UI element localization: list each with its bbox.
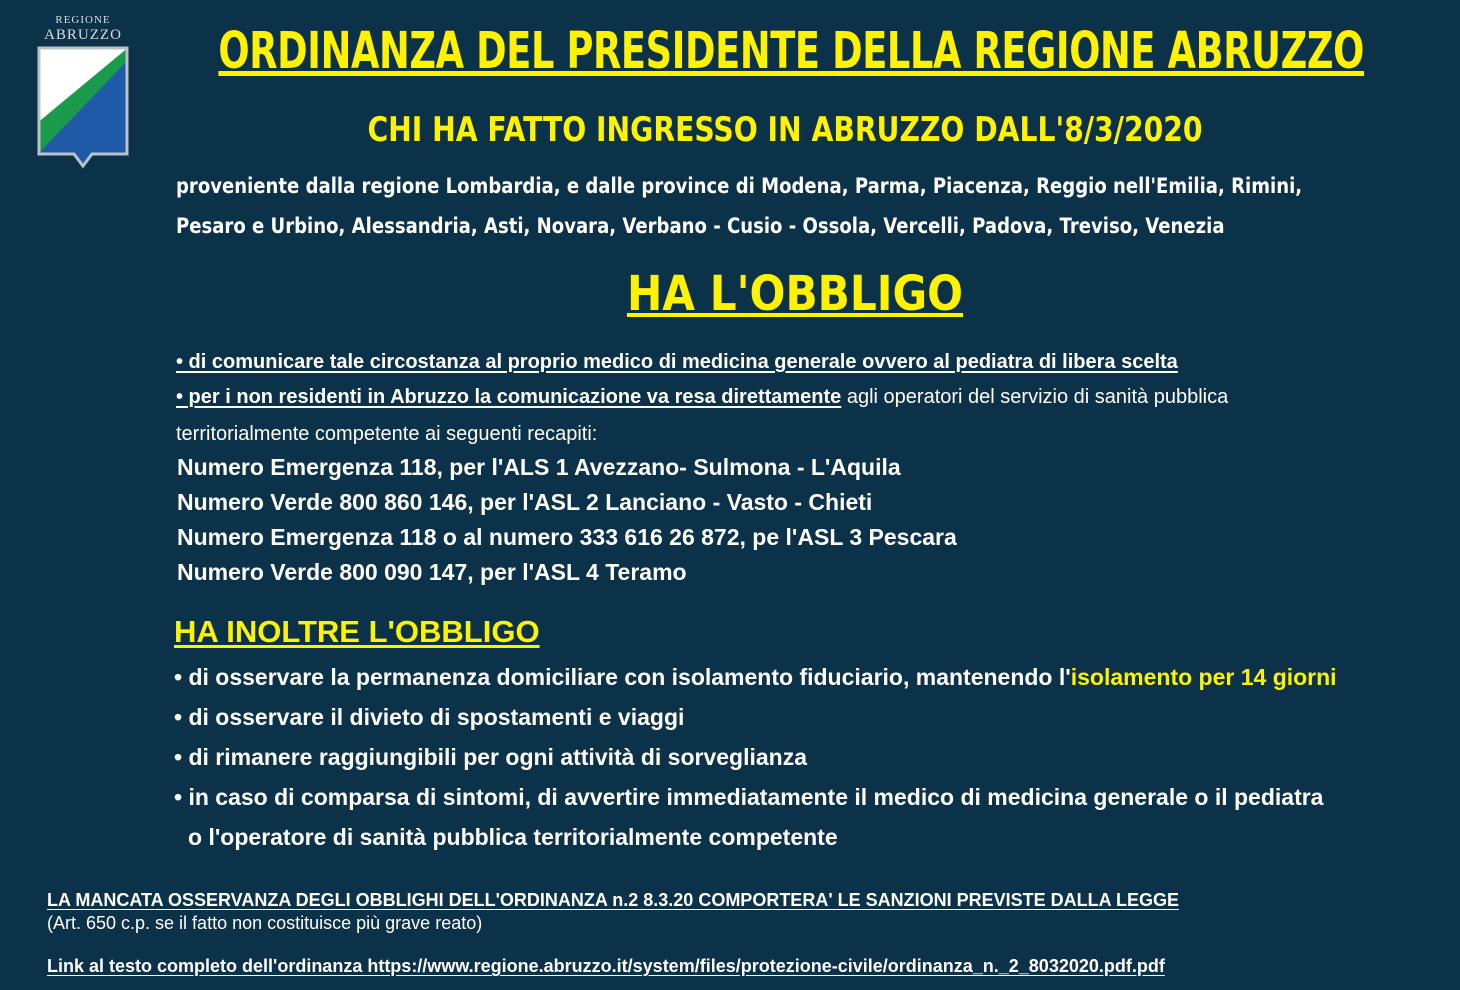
inoltre-heading: HA INOLTRE L'OBBLIGO (174, 614, 540, 649)
regione-abruzzo-logo (36, 12, 130, 170)
logo-text-regione: REGIONE (55, 14, 111, 26)
contact-number-asl-4: Numero Verde 800 090 147, per l'ASL 4 Teramo (177, 559, 687, 585)
page-title: ORDINANZA DEL PRESIDENTE DELLA REGIONE ABRUZZO (218, 22, 1365, 81)
inoltre-item-1-text: • di osservare la permanenza domiciliare con isolamento fiduciario, mantenendo l' (174, 664, 1071, 690)
ordinance-full-text-link[interactable]: Link al testo completo dell'ordinanza https://www.regione.abruzzo.it/system/files/protezione-civile/ordinanza_n._2_8032020.pdf.pdf (47, 956, 1165, 976)
obbligo-bullet-2 (176, 386, 1228, 409)
inoltre-item-2: • di osservare il divieto di spostamenti e viaggi (174, 704, 685, 730)
provenance-line-2: Pesaro e Urbino, Alessandria, Asti, Novara, Verbano - Cusio - Ossola, Vercelli, Padova, Treviso, Venezia (176, 214, 1225, 238)
inoltre-item-4-continuation: o l'operatore di sanità pubblica territorialmente competente (188, 824, 838, 850)
obbligo-bullet-2-continuation: territorialmente competente ai seguenti recapiti: (176, 423, 598, 445)
logo-text-abruzzo: ABRUZZO (44, 27, 122, 43)
page-subtitle: CHI HA FATTO INGRESSO IN ABRUZZO DALL'8/3/2020 (367, 110, 1203, 150)
sanctions-notice: LA MANCATA OSSERVANZA DEGLI OBBLIGHI DELL'ORDINANZA n.2 8.3.20 COMPORTERA' LE SANZIONI PREVISTE DALLA LEGGE (47, 890, 1179, 910)
inoltre-item-4: • in caso di comparsa di sintomi, di avvertire immediatamente il medico di medicina generale o il pediatra (174, 784, 1324, 810)
inoltre-item-1 (174, 664, 1337, 691)
obbligo-bullet-2-rest: agli operatori del servizio di sanità pubblica (841, 386, 1229, 408)
provenance-line-1: proveniente dalla regione Lombardia, e dalle province di Modena, Parma, Piacenza, Reggio nell'Emilia, Rimini, (176, 174, 1303, 198)
obbligo-bullet-2-emphasis: • per i non residenti in Abruzzo la comunicazione va resa direttamente (176, 386, 842, 408)
obbligo-heading: HA L'OBBLIGO (626, 266, 964, 322)
inoltre-item-3: • di rimanere raggiungibili per ogni attività di sorveglianza (174, 744, 808, 770)
penal-code-reference: (Art. 650 c.p. se il fatto non costituisce più grave reato) (47, 913, 483, 933)
contact-number-asl-3: Numero Emergenza 118 o al numero 333 616 26 872, pe l'ASL 3 Pescara (177, 524, 957, 550)
contact-number-asl-1: Numero Emergenza 118, per l'ALS 1 Avezzano- Sulmona - L'Aquila (177, 454, 901, 480)
contact-number-asl-2: Numero Verde 800 860 146, per l'ASL 2 Lanciano - Vasto - Chieti (177, 489, 873, 515)
coat-of-arms-shield-icon (36, 46, 130, 170)
obbligo-bullet-1: • di comunicare tale circostanza al proprio medico di medicina generale ovvero al pediatra di libera scelta (176, 351, 1178, 373)
isolation-period-highlight: isolamento per 14 giorni (1070, 664, 1337, 690)
